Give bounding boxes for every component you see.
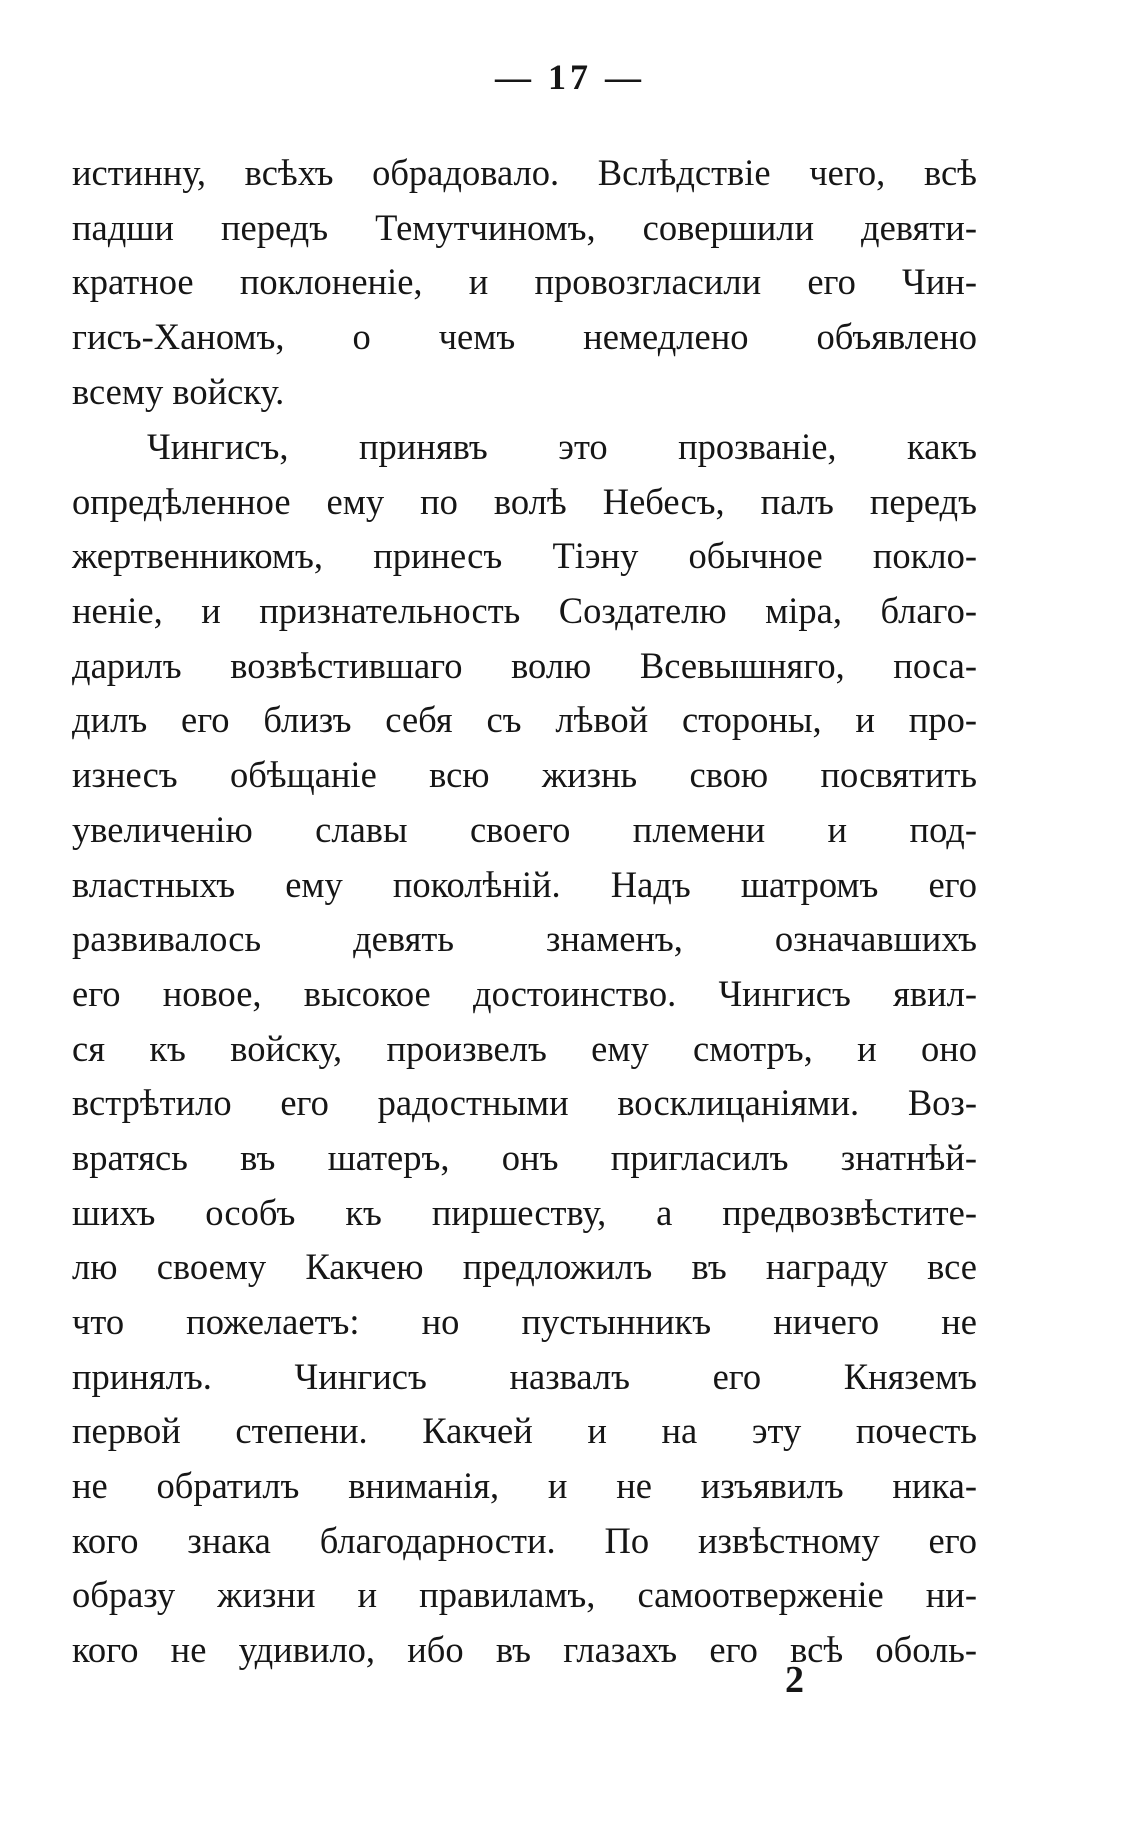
text-line: дарилъ возвѣстившаго волю Всевышняго, поса- [72, 644, 977, 686]
text-line: жертвенникомъ, принесъ Тіэну обычное покло- [72, 535, 977, 577]
text-line: падши передъ Темутчиномъ, совершили девяти- [72, 206, 977, 248]
signature-mark: 2 [785, 1659, 804, 1701]
text-line: властныхъ ему поколѣній. Надъ шатромъ его [72, 863, 977, 905]
text-line: истинну, всѣхъ обрадовало. Вслѣдствіе чего, всѣ [72, 152, 977, 193]
text-line: изнесъ обѣщаніе всю жизнь свою посвятить [72, 754, 977, 796]
text-line: образу жизни и правиламъ, самоотверженіе ни- [72, 1574, 977, 1616]
text-line: первой степени. Какчей и на эту почесть [72, 1410, 977, 1452]
text-line: Чингисъ, принявъ это прозваніе, какъ [147, 426, 977, 467]
text-line: кого не удивило, ибо въ глазахъ его всѣ оболь- [72, 1629, 977, 1671]
text-line: опредѣленное ему по волѣ Небесъ, палъ передъ [72, 480, 977, 522]
text-line: встрѣтило его радостными восклицаніями. Воз- [72, 1082, 977, 1124]
paragraph-1 [72, 146, 977, 419]
text-line: развивалось девять знаменъ, означавшихъ [72, 918, 977, 960]
text-line: кратное поклоненіе, и провозгласили его Чин- [72, 261, 977, 303]
text-line: его новое, высокое достоинство. Чингисъ явил- [72, 972, 977, 1014]
text-line: неніе, и признательность Создателю міра, благо- [72, 590, 977, 632]
text-line: вратясь въ шатеръ, онъ пригласилъ знатнѣй- [72, 1136, 977, 1178]
text-line: увеличенію славы своего племени и под- [72, 808, 977, 850]
text-line: принялъ. Чингисъ назвалъ его Княземъ [72, 1355, 977, 1397]
text-line: дилъ его близъ себя съ лѣвой стороны, и про- [72, 699, 977, 741]
text-line: гисъ-Ханомъ, о чемъ немедлено объявлено [72, 316, 977, 358]
text-line: всему войску. [72, 370, 285, 412]
text-line: кого знака благодарности. По извѣстному его [72, 1519, 977, 1561]
text-line: лю своему Какчею предложилъ въ награду все [72, 1246, 977, 1288]
text-line: шихъ особъ къ пиршеству, а предвозвѣстите- [72, 1191, 977, 1233]
text-line: что пожелаетъ: но пустынникъ ничего не [72, 1301, 977, 1342]
paragraph-2 [72, 420, 977, 1678]
text-line: не обратилъ вниманія, и не изъявилъ ника- [72, 1465, 977, 1507]
page-number: — 17 — [495, 57, 645, 97]
text-line: ся къ войску, произвелъ ему смотръ, и оно [72, 1027, 977, 1069]
